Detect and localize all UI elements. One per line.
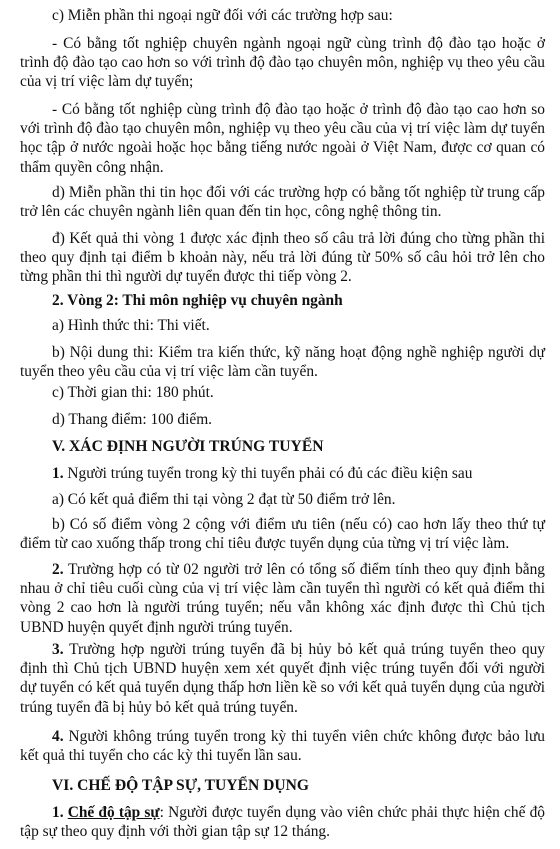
- paragraph-cancellation-rule: [20, 640, 545, 717]
- paragraph-tie-rule: [20, 560, 545, 637]
- item-number: 2.: [52, 561, 64, 578]
- paragraph-no-reservation: [20, 727, 545, 765]
- paragraph-exemption-language-degree: - Có bằng tốt nghiệp chuyên ngành ngoại ngữ cùng trình độ đào tạo hoặc ở trình độ đào tạo cao hơn so với trình độ đào tạo chuyên môn, nghiệp vụ theo yêu cầu của vị trí việc làm dự tuyển;: [20, 35, 545, 91]
- probation-label: Chế độ tập sự: [67, 804, 160, 821]
- paragraph-condition-b: b) Có số điểm vòng 2 cộng với điểm ưu tiên (nếu có) cao hơn lấy theo thứ tự điểm từ cao xuống thấp trong chỉ tiêu được tuyển dụng của từng vị trí việc làm.: [20, 516, 545, 553]
- paragraph-text: Trường hợp người trúng tuyển đã bị hủy bỏ kết quả trúng tuyển theo quy định thì Chủ tịch UBND huyện xem xét quyết định việc trúng tuyển đối với người dự tuyển có kết quả tuyển dụng thấp hơn liền kề so với kết quả tuyển dụng của người trúng tuyển đã bị hủy bỏ kết quả trúng tuyển.: [20, 641, 545, 716]
- paragraph-exemption-it: d) Miễn phần thi tin học đối với các trường hợp có bằng tốt nghiệp từ trung cấp trở lên các chuyên ngành liên quan đến tin học, công nghệ thông tin.: [20, 184, 545, 221]
- heading-section-vi: VI. CHẾ ĐỘ TẬP SỰ, TUYỂN DỤNG: [52, 777, 310, 794]
- paragraph-exemption-foreign-study: - Có bằng tốt nghiệp cùng trình độ đào tạo hoặc ở trình độ đào tạo cao hơn so với trình độ đào tạo chuyên môn, nghiệp vụ theo yêu cầu của vị trí việc làm dự tuyển học tập ở nước ngoài hoặc học bằng tiếng nước ngoài ở Việt Nam, được cơ quan có thẩm quyền công nhận.: [20, 101, 545, 176]
- heading-section-v: V. XÁC ĐỊNH NGƯỜI TRÚNG TUYỂN: [52, 438, 324, 455]
- paragraph-text: Người không trúng tuyển trong kỳ thi tuyển viên chức không được bảo lưu kết quả thi tuyển cho các kỳ thi tuyển lần sau.: [20, 728, 545, 765]
- paragraph-round1-result: đ) Kết quả thi vòng 1 được xác định theo số câu trả lời đúng cho từng phần thi theo quy định tại điểm b khoản này, nếu trả lời đúng từ 50% số câu hỏi trở lên cho từng phần thi thì người dự tuyển được thi tiếp vòng 2.: [20, 230, 545, 286]
- paragraph-round2-scale: d) Thang điểm: 100 điểm.: [52, 411, 213, 428]
- probation-colon: :: [159, 804, 164, 821]
- paragraph-round2-content: b) Nội dung thi: Kiểm tra kiến thức, kỹ năng hoạt động nghề nghiệp người dự tuyển theo yêu cầu của vị trí việc làm cần tuyển.: [20, 344, 545, 381]
- item-number: 1.: [52, 804, 64, 821]
- item-number: 4.: [52, 728, 64, 745]
- paragraph-text: Người trúng tuyển trong kỳ thi tuyển phải có đủ các điều kiện sau: [63, 465, 473, 482]
- paragraph-round2-duration: c) Thời gian thi: 180 phút.: [52, 384, 214, 401]
- paragraph-winner-conditions: [20, 464, 545, 483]
- paragraph-probation: [20, 803, 545, 841]
- item-number: 1.: [52, 465, 64, 482]
- paragraph-round2-format: a) Hình thức thi: Thi viết.: [52, 317, 210, 334]
- paragraph-condition-a: a) Có kết quả điểm thi tại vòng 2 đạt từ 50 điểm trở lên.: [52, 491, 396, 508]
- paragraph-text: Người được tuyển dụng vào viên chức phải thực hiện chế độ tập sự theo quy định với thời gian tập sự 12 tháng.: [20, 804, 545, 841]
- paragraph-exemption-foreign-language: c) Miễn phần thi ngoại ngữ đối với các trường hợp sau:: [52, 7, 393, 24]
- paragraph-text: Trường hợp có từ 02 người trở lên có tổng số điểm tính theo quy định bằng nhau ở chỉ tiêu cuối cùng của vị trí việc làm cần tuyển thì người có kết quả điểm thi vòng 2 cao hơn là người trúng tuyển; nếu vẫn không xác định được thì Chủ tịch UBND huyện quyết định người trúng tuyển.: [20, 561, 545, 636]
- heading-round-2: 2. Vòng 2: Thi môn nghiệp vụ chuyên ngành: [52, 292, 343, 309]
- item-number: 3.: [52, 641, 64, 658]
